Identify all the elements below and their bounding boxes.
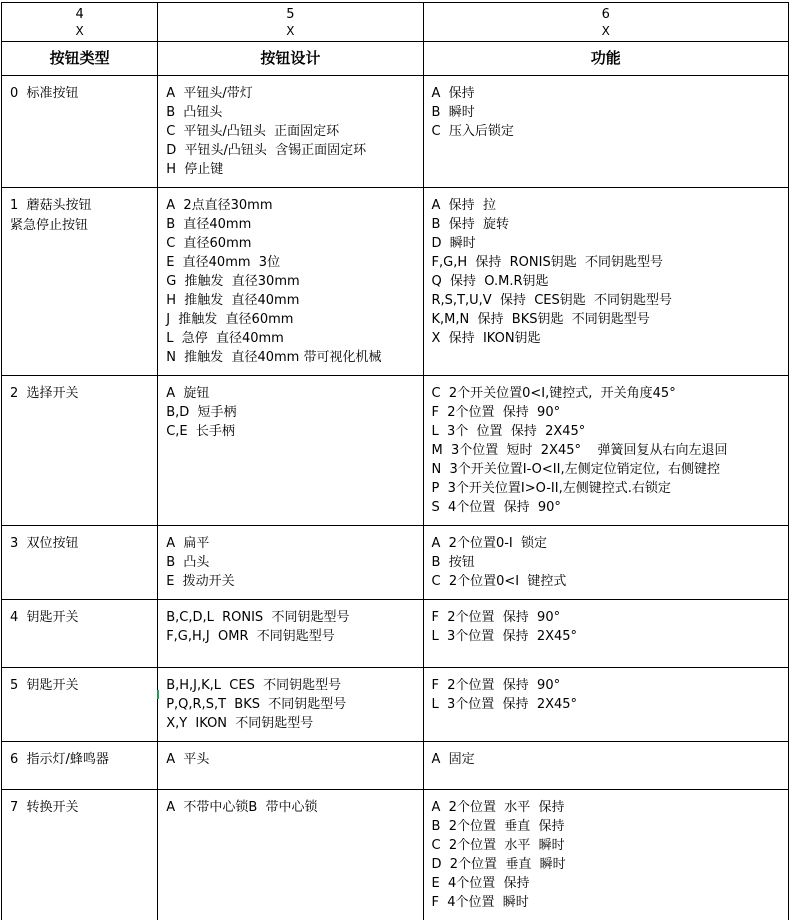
design-item: J 推触发 直径60mm	[166, 312, 294, 327]
function-item: S 4个位置 保持 90°	[431, 500, 561, 515]
row-type: 转换开关	[26, 800, 79, 815]
design-item: A 旋钮	[166, 386, 210, 401]
cell-design	[158, 790, 423, 920]
design-item: E 直径40mm 3位	[166, 255, 281, 270]
function-item: N 3个开关位置I-O<II,左侧定位销定位, 右侧键控	[431, 462, 720, 477]
button-spec-table	[1, 2, 789, 920]
function-item: L 3个 位置 保持 2X45°	[431, 424, 586, 439]
cell-type	[2, 76, 158, 188]
column-title-type: 按钮类型	[49, 49, 110, 67]
function-item: D 2个位置 垂直 瞬时	[431, 857, 566, 872]
row-code: 5	[10, 678, 19, 693]
table-row	[2, 76, 789, 188]
cell-function	[423, 376, 788, 526]
row-code: 2	[10, 386, 19, 401]
cell-type	[2, 668, 158, 742]
function-item: C 2个位置0<I 键控式	[431, 574, 567, 589]
design-item: L 急停 直径40mm	[166, 331, 284, 346]
cell-type	[2, 188, 158, 376]
column-sub-6: X	[601, 24, 610, 38]
cell-design	[158, 188, 423, 376]
design-item: A 平钮头/带灯	[166, 86, 253, 101]
design-item: H 停止键	[166, 162, 224, 177]
header-cell-design-number	[158, 3, 423, 42]
function-item: K,M,N 保持 BKS钥匙 不同钥匙型号	[431, 312, 650, 327]
design-item: N 推触发 直径40mm 带可视化机械	[166, 350, 382, 365]
cell-function	[423, 76, 788, 188]
function-item: R,S,T,U,V 保持 CES钥匙 不同钥匙型号	[431, 293, 673, 308]
cell-function	[423, 188, 788, 376]
design-item: B,D 短手柄	[166, 405, 237, 420]
design-item: B 凸钮头	[166, 105, 223, 120]
row-type: 钥匙开关	[26, 678, 79, 693]
table-header-number-row	[2, 3, 789, 42]
function-item: A 保持	[431, 86, 475, 101]
function-item: L 3个位置 保持 2X45°	[431, 629, 578, 644]
design-item: H 推触发 直径40mm	[166, 293, 300, 308]
row-code: 4	[10, 610, 19, 625]
header-cell-type-number	[2, 3, 158, 42]
function-item: L 3个位置 保持 2X45°	[431, 697, 578, 712]
function-item: E 4个位置 保持	[431, 876, 530, 891]
cell-design	[158, 742, 423, 790]
function-item: X 保持 IKON钥匙	[431, 331, 541, 346]
cell-type	[2, 742, 158, 790]
row-type: 标准按钮	[26, 86, 79, 101]
function-item: M 3个位置 短时 2X45° 弹簧回复从右向左退回	[431, 443, 728, 458]
header-cell-function-number	[423, 3, 788, 42]
table-row	[2, 188, 789, 376]
design-item: C,E 长手柄	[166, 424, 235, 439]
table-header-title-row	[2, 42, 789, 76]
function-item: F 2个位置 保持 90°	[431, 678, 561, 693]
design-item: D 平钮头/凸钮头 含锡正面固定环	[166, 143, 367, 158]
column-title-function: 功能	[590, 49, 621, 67]
function-item: F 2个位置 保持 90°	[431, 610, 561, 625]
function-item: F,G,H 保持 RONIS钥匙 不同钥匙型号	[431, 255, 663, 270]
table-row	[2, 376, 789, 526]
row-type: 指示灯/蜂鸣器	[26, 752, 109, 767]
cell-design	[158, 376, 423, 526]
table-row	[2, 600, 789, 668]
cell-design	[158, 668, 423, 742]
column-sub-5: X	[286, 24, 295, 38]
design-item: P,Q,R,S,T BKS 不同钥匙型号	[166, 697, 347, 712]
function-item: B 按钮	[431, 555, 475, 570]
function-item: C 2个位置 水平 瞬时	[431, 838, 565, 853]
cell-design	[158, 76, 423, 188]
design-item: B,C,D,L RONIS 不同钥匙型号	[166, 610, 350, 625]
cell-type	[2, 600, 158, 668]
table-row	[2, 742, 789, 790]
design-item: B 凸头	[166, 555, 210, 570]
cell-function	[423, 790, 788, 920]
design-item: G 推触发 直径30mm	[166, 274, 300, 289]
column-number-6: 6	[601, 7, 610, 22]
cell-function	[423, 526, 788, 600]
header-cell-function-title	[423, 42, 788, 76]
function-item: Q 保持 O.M.R钥匙	[431, 274, 549, 289]
cell-design	[158, 600, 423, 668]
row-code: 3	[10, 536, 19, 551]
cell-function	[423, 600, 788, 668]
column-number-5: 5	[286, 7, 295, 22]
function-item: A 固定	[431, 752, 475, 767]
row-type-secondary: 紧急停止按钮	[10, 218, 89, 233]
column-sub-4: X	[75, 24, 84, 38]
function-item: F 4个位置 瞬时	[431, 895, 529, 910]
function-item: P 3个开关位置I>O-II,左侧键控式.右锁定	[431, 481, 671, 496]
function-item: A 保持 拉	[431, 198, 496, 213]
row-code: 6	[10, 752, 19, 767]
design-item: A 扁平	[166, 536, 210, 551]
design-item: C 平钮头/凸钮头 正面固定环	[166, 124, 340, 139]
row-type: 选择开关	[26, 386, 79, 401]
function-item: C 2个开关位置0<I,键控式, 开关角度45°	[431, 386, 676, 401]
row-code: 7	[10, 800, 19, 815]
row-type: 钥匙开关	[26, 610, 79, 625]
cell-design	[158, 526, 423, 600]
function-item: C 压入后锁定	[431, 124, 514, 139]
design-item: E 拨动开关	[166, 574, 235, 589]
column-number-4: 4	[75, 7, 84, 22]
cell-function	[423, 742, 788, 790]
header-cell-design-title	[158, 42, 423, 76]
green-marker	[157, 690, 159, 699]
design-item: X,Y IKON 不同钥匙型号	[166, 716, 314, 731]
cell-function	[423, 668, 788, 742]
design-item: A 不带中心锁B 带中心锁	[166, 800, 318, 815]
row-code: 1	[10, 198, 19, 213]
function-item: B 瞬时	[431, 105, 475, 120]
function-item: B 2个位置 垂直 保持	[431, 819, 565, 834]
column-title-design: 按钮设计	[260, 49, 321, 67]
function-item: A 2个位置0-I 锁定	[431, 536, 548, 551]
function-item: D 瞬时	[431, 236, 476, 251]
design-item: F,G,H,J OMR 不同钥匙型号	[166, 629, 335, 644]
design-item: B,H,J,K,L CES 不同钥匙型号	[166, 678, 342, 693]
table-row	[2, 790, 789, 920]
design-item: A 平头	[166, 752, 210, 767]
function-item: B 保持 旋转	[431, 217, 509, 232]
row-type: 蘑菇头按钮	[26, 198, 92, 213]
function-item: F 2个位置 保持 90°	[431, 405, 561, 420]
design-item: B 直径40mm	[166, 217, 252, 232]
design-item: C 直径60mm	[166, 236, 252, 251]
cell-type	[2, 376, 158, 526]
table-row	[2, 526, 789, 600]
cell-type	[2, 526, 158, 600]
row-code: 0	[10, 86, 19, 101]
table-row	[2, 668, 789, 742]
cell-type	[2, 790, 158, 920]
design-item: A 2点直径30mm	[166, 198, 273, 213]
header-cell-type-title	[2, 42, 158, 76]
row-type: 双位按钮	[26, 536, 79, 551]
function-item: A 2个位置 水平 保持	[431, 800, 565, 815]
